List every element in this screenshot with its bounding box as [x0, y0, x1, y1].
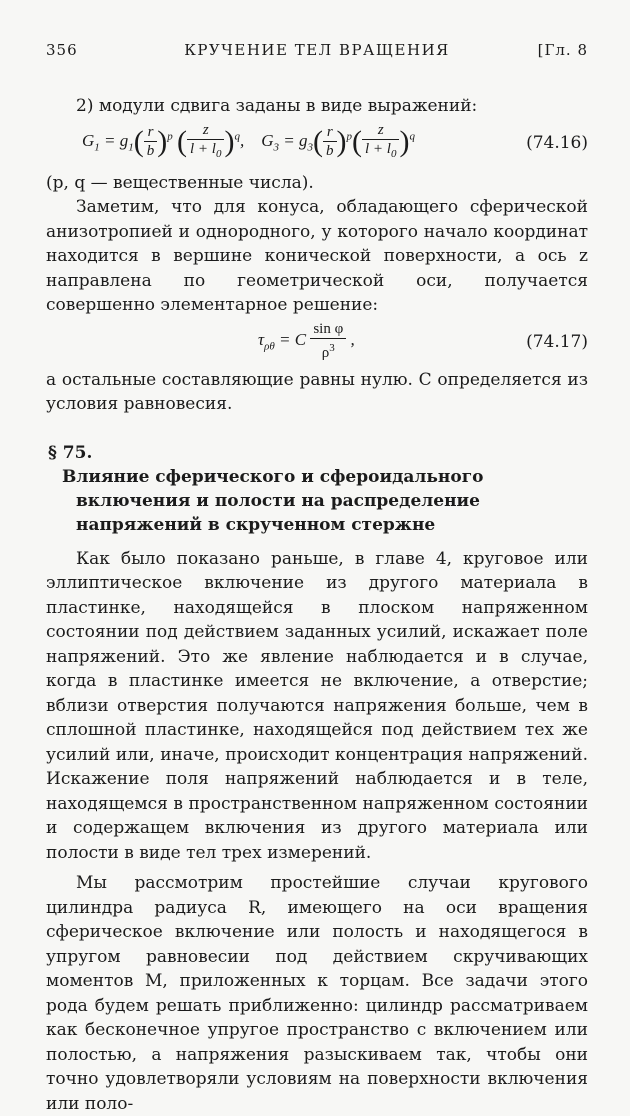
running-title: КРУЧЕНИЕ ТЕЛ ВРАЩЕНИЯ [184, 41, 450, 59]
paragraph-other-components: а остальные составляющие равны нулю. C определяется из условия равновесия. [46, 369, 588, 414]
section-title-line-2: включения и полости на распределение [76, 490, 480, 511]
eq-tau-symbol: τ [258, 329, 265, 349]
eq-power-p: p [167, 129, 173, 142]
paragraph-real-numbers: (p, q — вещественные числа). [46, 172, 314, 193]
page-number: 356 [46, 41, 78, 59]
equation-number-74-16: (74.16) [526, 132, 588, 153]
section-title-line-1: Влияние сферического и сфероидального [62, 466, 484, 487]
eq-frac-sin-rho: $\frac{\text{sin φ}}{\rho^3}$ [310, 320, 346, 362]
equation-number-74-17: (74.17) [526, 331, 588, 352]
eq-frac-z: $\frac{z}{l + l_0}$ [187, 121, 224, 163]
eq-g1-symbol: G [82, 130, 95, 150]
page [46, 38, 588, 1116]
eq-frac-r-b: $\frac{r}{b}$ [144, 123, 158, 160]
equation-74-17: $\tau_{\rho\theta} = C$ $\frac{\text{sin φ}}{\rho^3}$ , (74.17) [258, 320, 588, 361]
equation-74-16: $G_1 = g_1$( $\frac{r}{b}$ )$^p$ ( $\frac{z}{l + l_0}$ )$^q$, $G_3 = g_3$( $\frac{r}{b}$ )$^p$( $\frac{z}{l + l_0}$ )$^q$ (74.16) [46, 121, 588, 169]
paragraph-cylinder-inclusion: Мы рассмотрим простейшие случаи кругового цилиндра радиуса R, имеющего на оси вращения сферическое включение или полость и находящегося в упругом равновесии под действием скручивающих моментов M, приложенных к торцам. Все задачи этого рода будем решать приближенно: цилиндр рассматриваем как бесконечное упругое пространство с включением или полостью, а напряжения разыскиваем так, чтобы они точно удовлетворяли условиям на поверхности включения или поло- [46, 873, 588, 1114]
paragraph-cone-remark: Заметим, что для конуса, обладающего сферической анизотропией и однородного, у которого начало координат находится в вершине конической поверхности, а ось z направлена по геометрической оси, получается совершенно элементарное решение: [46, 197, 588, 315]
eq-power-q: q [234, 129, 240, 142]
intro-line: 2) модули сдвига заданы в виде выражений: [76, 96, 478, 116]
eq-g1-sub: 1 [94, 140, 100, 153]
section-title-line-3: напряжений в скрученном стержне [76, 514, 436, 535]
eq-g3-symbol: G [261, 130, 274, 150]
chapter-reference: [Гл. 8 [537, 41, 588, 59]
section-heading [46, 441, 588, 537]
section-number: § 75. [48, 442, 93, 463]
running-header [46, 38, 588, 62]
eq-g1-coef: g [119, 130, 129, 150]
paragraph-stress-concentration: Как было показано раньше, в главе 4, круговое или эллиптическое включение из другого материала в пластинке, находящейся в плоском напряженном состоянии под действием заданных усилий, искажает поле напряжений. Это же явление наблюдается и в случае, когда в пластинке имеется не включение, а отверстие; вблизи отверстия получаются напряжения больше, чем в сплошной пластинке, находящейся под действием тех же усилий или, иначе, происходит концентрация напряжений. Искажение поля напряжений наблюдается и в теле, находящемся в пространственном напряженном состоянии и содержащем включения из другого материала или полости в виде тел трех измерений. [46, 548, 588, 863]
